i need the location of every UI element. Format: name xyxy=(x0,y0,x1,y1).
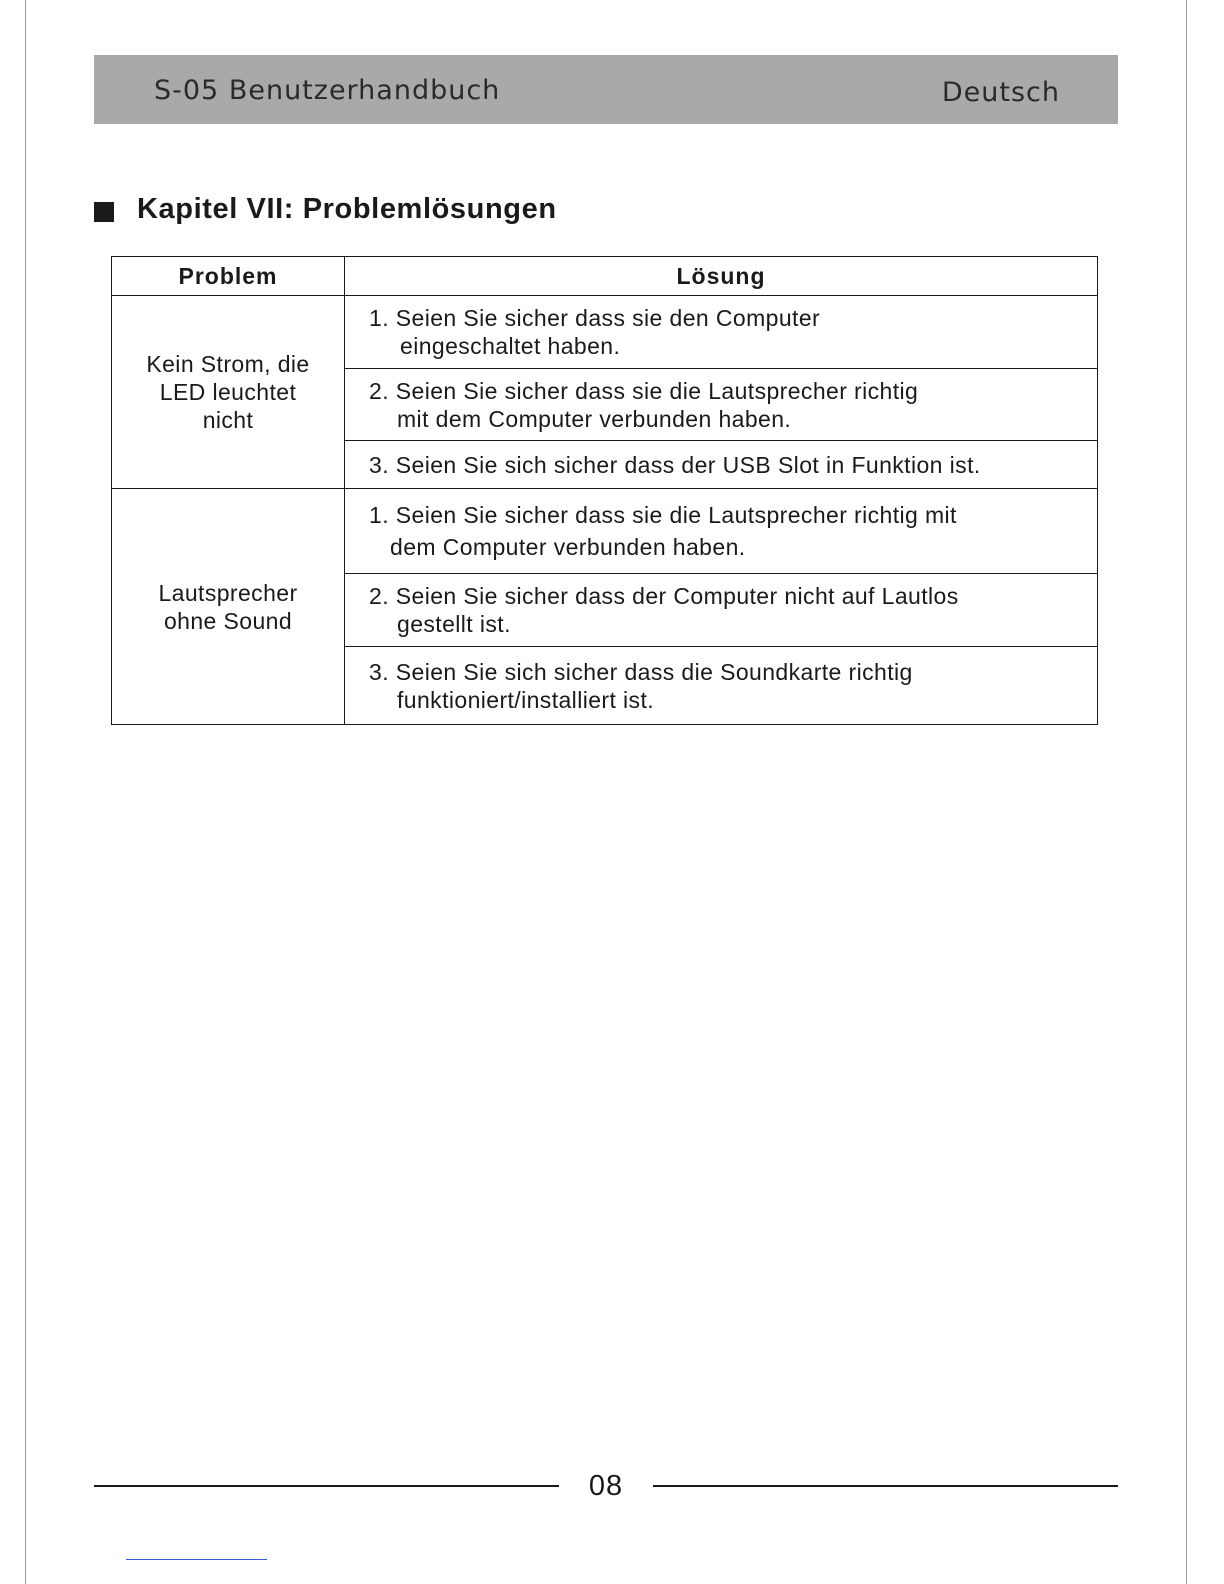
problem-text: Kein Strom, die xyxy=(146,351,310,377)
footer-rule-right xyxy=(653,1485,1118,1487)
section-title: Kapitel VII: Problemlösungen xyxy=(137,193,557,225)
solution-cell xyxy=(345,296,1098,369)
solution-text: funktioniert/installiert ist. xyxy=(397,686,655,713)
solution-text: 1. Seien Sie sicher dass sie die Lautsprecher richtig mit xyxy=(369,502,957,528)
problem-text: ohne Sound xyxy=(163,607,293,634)
solution-text: gestellt ist. xyxy=(397,611,511,637)
solution-cell xyxy=(345,574,1098,647)
solution-cell xyxy=(345,441,1098,489)
footer-underline xyxy=(126,1559,267,1560)
page-edge-right xyxy=(1186,0,1187,1584)
problem-text: LED leuchtet xyxy=(159,379,297,405)
troubleshooting-table xyxy=(111,256,1098,725)
solution-text: 3. Seien Sie sich sicher dass der USB Slot in Funktion ist. xyxy=(369,451,981,478)
table-row xyxy=(112,489,1098,574)
problem-text: nicht xyxy=(202,407,254,433)
solution-text: 1. Seien Sie sicher dass sie den Computer xyxy=(369,305,821,331)
solution-text: 2. Seien Sie sicher dass sie die Lautsprecher richtig xyxy=(369,377,919,404)
solution-text: 2. Seien Sie sicher dass der Computer nicht auf Lautlos xyxy=(369,583,959,609)
section-heading xyxy=(94,193,557,226)
solution-cell xyxy=(345,647,1098,725)
problem-cell-no-power xyxy=(112,296,345,489)
table-header-row xyxy=(112,257,1098,296)
page-edge-left xyxy=(25,0,26,1584)
language-label: Deutsch xyxy=(941,77,1060,108)
header-bar xyxy=(94,55,1118,124)
square-bullet-icon xyxy=(94,202,114,222)
problem-cell-no-sound xyxy=(112,489,345,725)
table-row xyxy=(112,296,1098,369)
solution-cell xyxy=(345,369,1098,441)
manual-title: S-05 Benutzerhandbuch xyxy=(154,75,501,106)
solution-cell xyxy=(345,489,1098,574)
solution-text: 3. Seien Sie sich sicher dass die Soundkarte richtig xyxy=(369,658,913,685)
solution-text: mit dem Computer verbunden haben. xyxy=(397,405,792,432)
page-number: 08 xyxy=(588,1470,624,1502)
problem-text: Lautsprecher xyxy=(158,579,298,606)
solution-text: eingeschaltet haben. xyxy=(400,333,621,359)
solution-text: dem Computer verbunden haben. xyxy=(390,534,746,560)
column-header-solution: Lösung xyxy=(345,257,1098,296)
column-header-problem: Problem xyxy=(112,257,345,296)
footer-rule-left xyxy=(94,1485,559,1487)
